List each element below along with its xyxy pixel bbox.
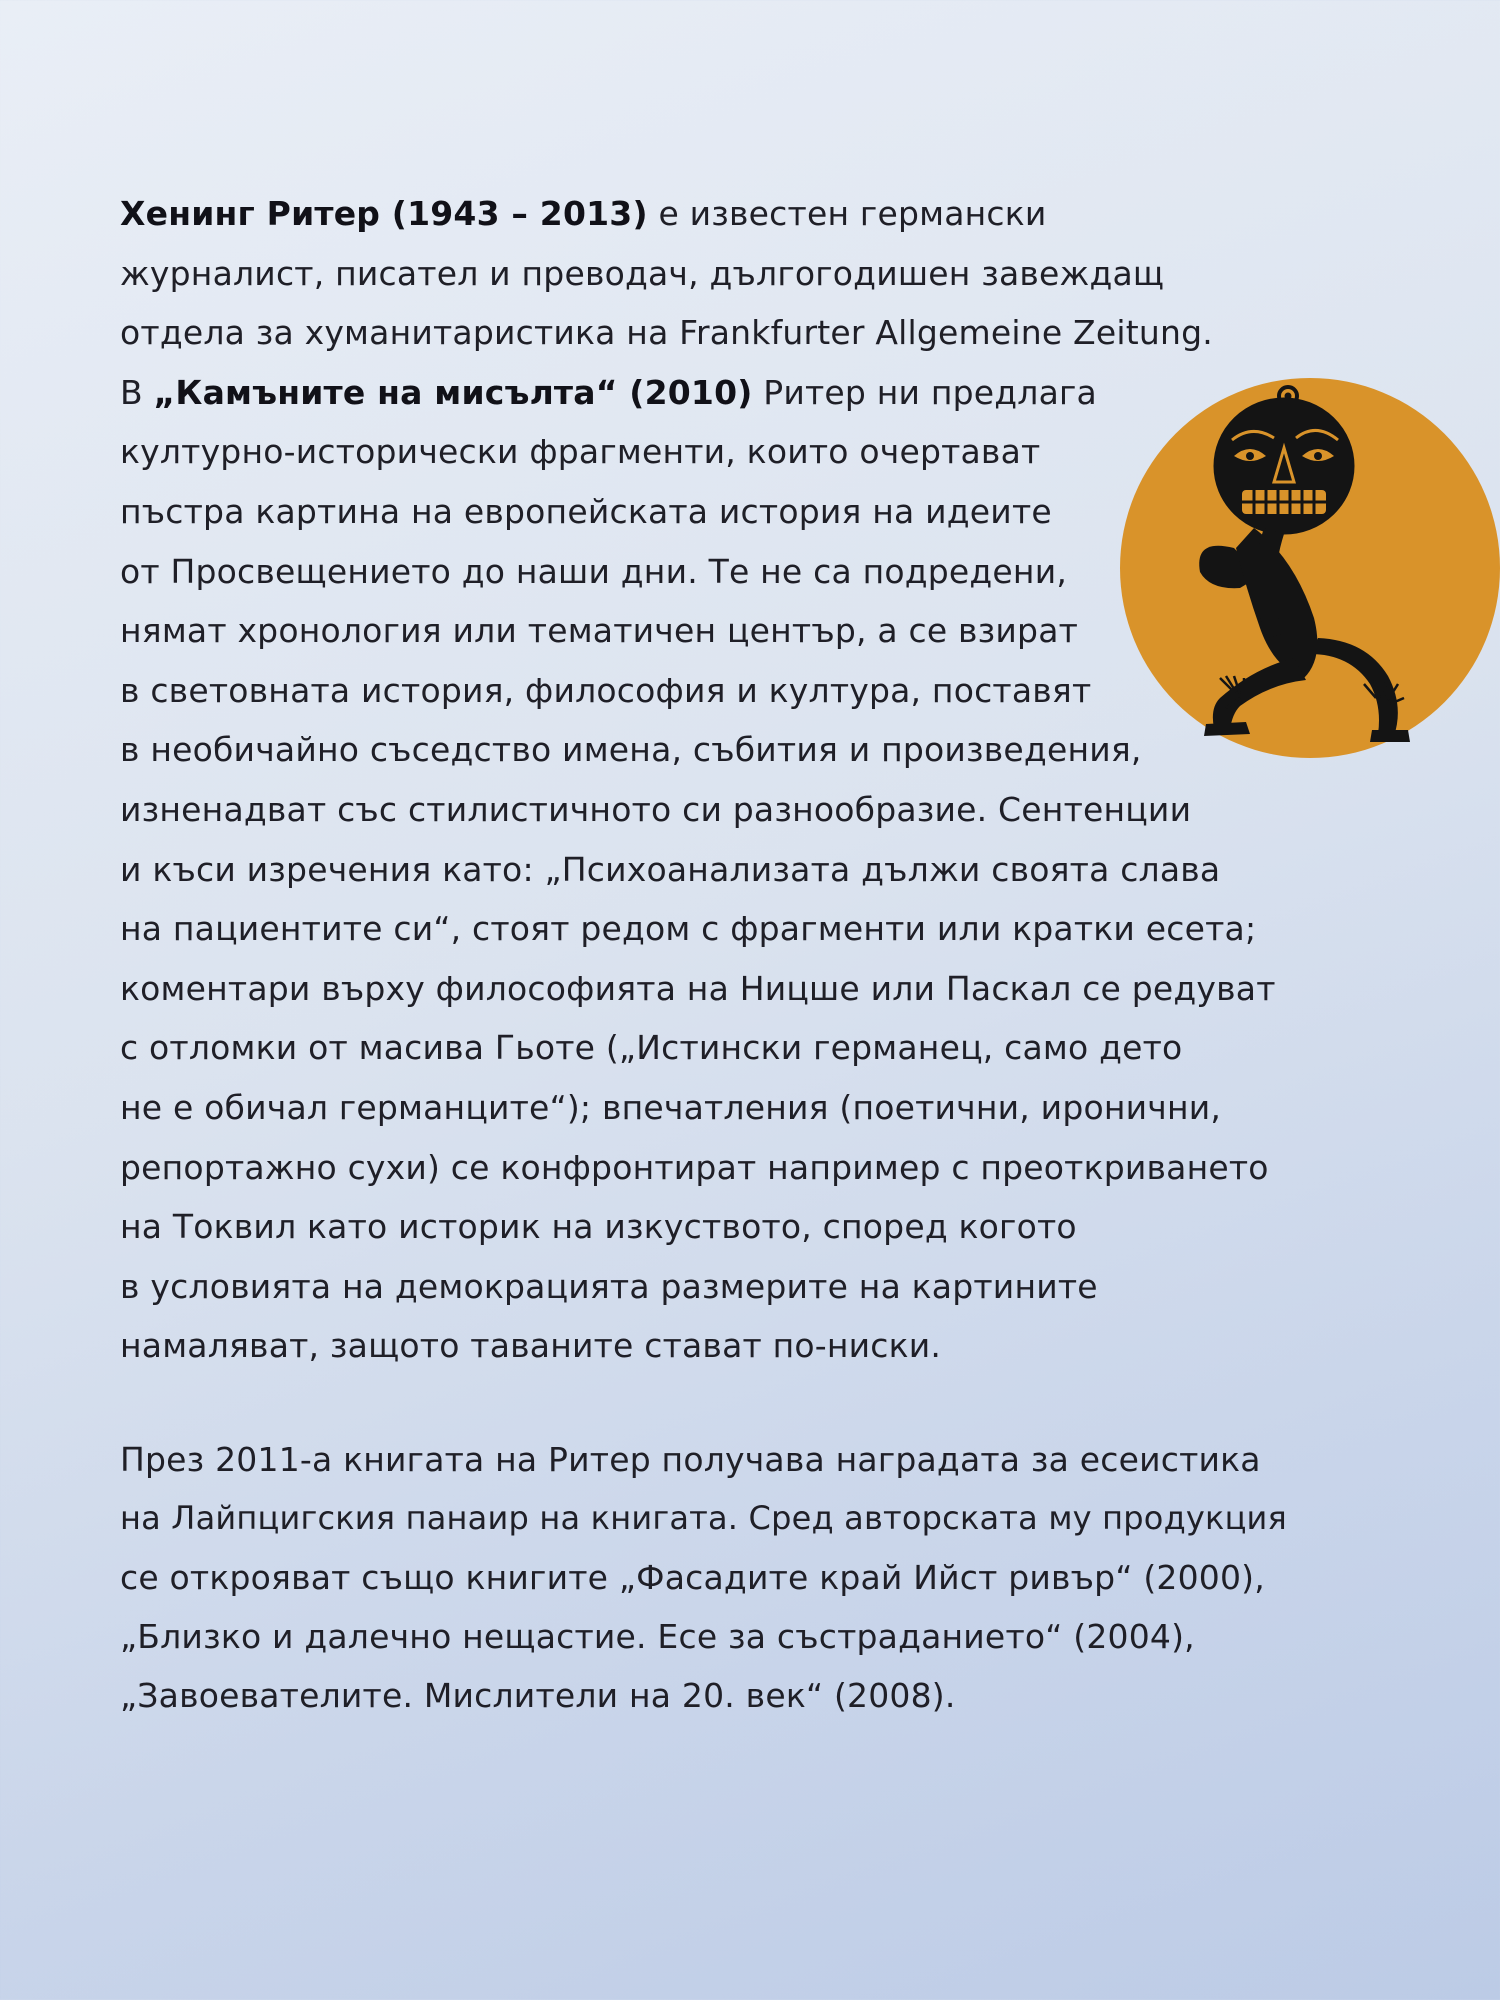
- author-name: Хенинг Ритер (1943 – 2013): [120, 194, 648, 233]
- text-line: намаляват, защото таваните стават по-ниски.: [120, 1326, 942, 1366]
- text-line: репортажно сухи) се конфронтират например с преоткриването: [120, 1147, 1269, 1187]
- awards-paragraph: [120, 1430, 1300, 1725]
- text-line: в условията на демокрацията размерите на картините: [120, 1266, 1098, 1306]
- text-line: се открояват също книгите „Фасадите край Ийст ривър“ (2000),: [120, 1558, 1265, 1597]
- text-line: Хенинг Ритер (1943 – 2013) е известен германски: [120, 194, 1047, 233]
- greek-vase-figure-icon: [1114, 378, 1500, 758]
- text-line: В „Камъните на мисълта“ (2010) Ритер ни предлага: [120, 372, 1097, 412]
- text-line: и къси изречения като: „Психоанализата дължи своята слава: [120, 849, 1221, 889]
- text-line: коментари върху философията на Ницше или Паскал се редуват: [120, 968, 1276, 1008]
- text-line: с отломки от масива Гьоте („Истински германец, само дето: [120, 1028, 1183, 1068]
- text-line: на Токвил като историк на изкуството, според когото: [120, 1207, 1077, 1247]
- text-line: „Завоевателите. Мислители на 20. век“ (2008).: [120, 1676, 956, 1715]
- text-line: в световната история, философия и култура, поставят: [120, 670, 1092, 710]
- text-line: нямат хронология или тематичен център, а се взират: [120, 611, 1079, 651]
- text-line: не е обичал германците“); впечатления (поетични, иронични,: [120, 1087, 1222, 1127]
- text-line: на пациентите си“, стоят редом с фрагменти или кратки есета;: [120, 909, 1257, 949]
- text-line: През 2011-а книгата на Ритер получава наградата за есеистика: [120, 1440, 1261, 1479]
- text-line: отдела за хуманитаристика на Frankfurter Allgemeine Zeitung.: [120, 313, 1213, 353]
- author-description-paragraph: [120, 184, 1300, 1376]
- text-line: от Просвещението до наши дни. Те не са подредени,: [120, 551, 1068, 591]
- text-line: „Близко и далечно нещастие. Есе за състраданието“ (2004),: [120, 1617, 1195, 1656]
- text-line: културно-исторически фрагменти, които очертават: [120, 432, 1041, 472]
- text-line: журналист, писател и преводач, дългогодишен завеждащ: [120, 253, 1165, 293]
- text-line: пъстра картина на европейската история на идеите: [120, 491, 1052, 531]
- text-line: изненадват със стилистичното си разнообразие. Сентенции: [120, 789, 1192, 829]
- book-title: „Камъните на мисълта“ (2010): [153, 372, 753, 412]
- text-line: в необичайно съседство имена, събития и произведения,: [120, 730, 1142, 770]
- text-line: на Лайпцигския панаир на книгата. Сред авторската му продукция: [120, 1499, 1288, 1537]
